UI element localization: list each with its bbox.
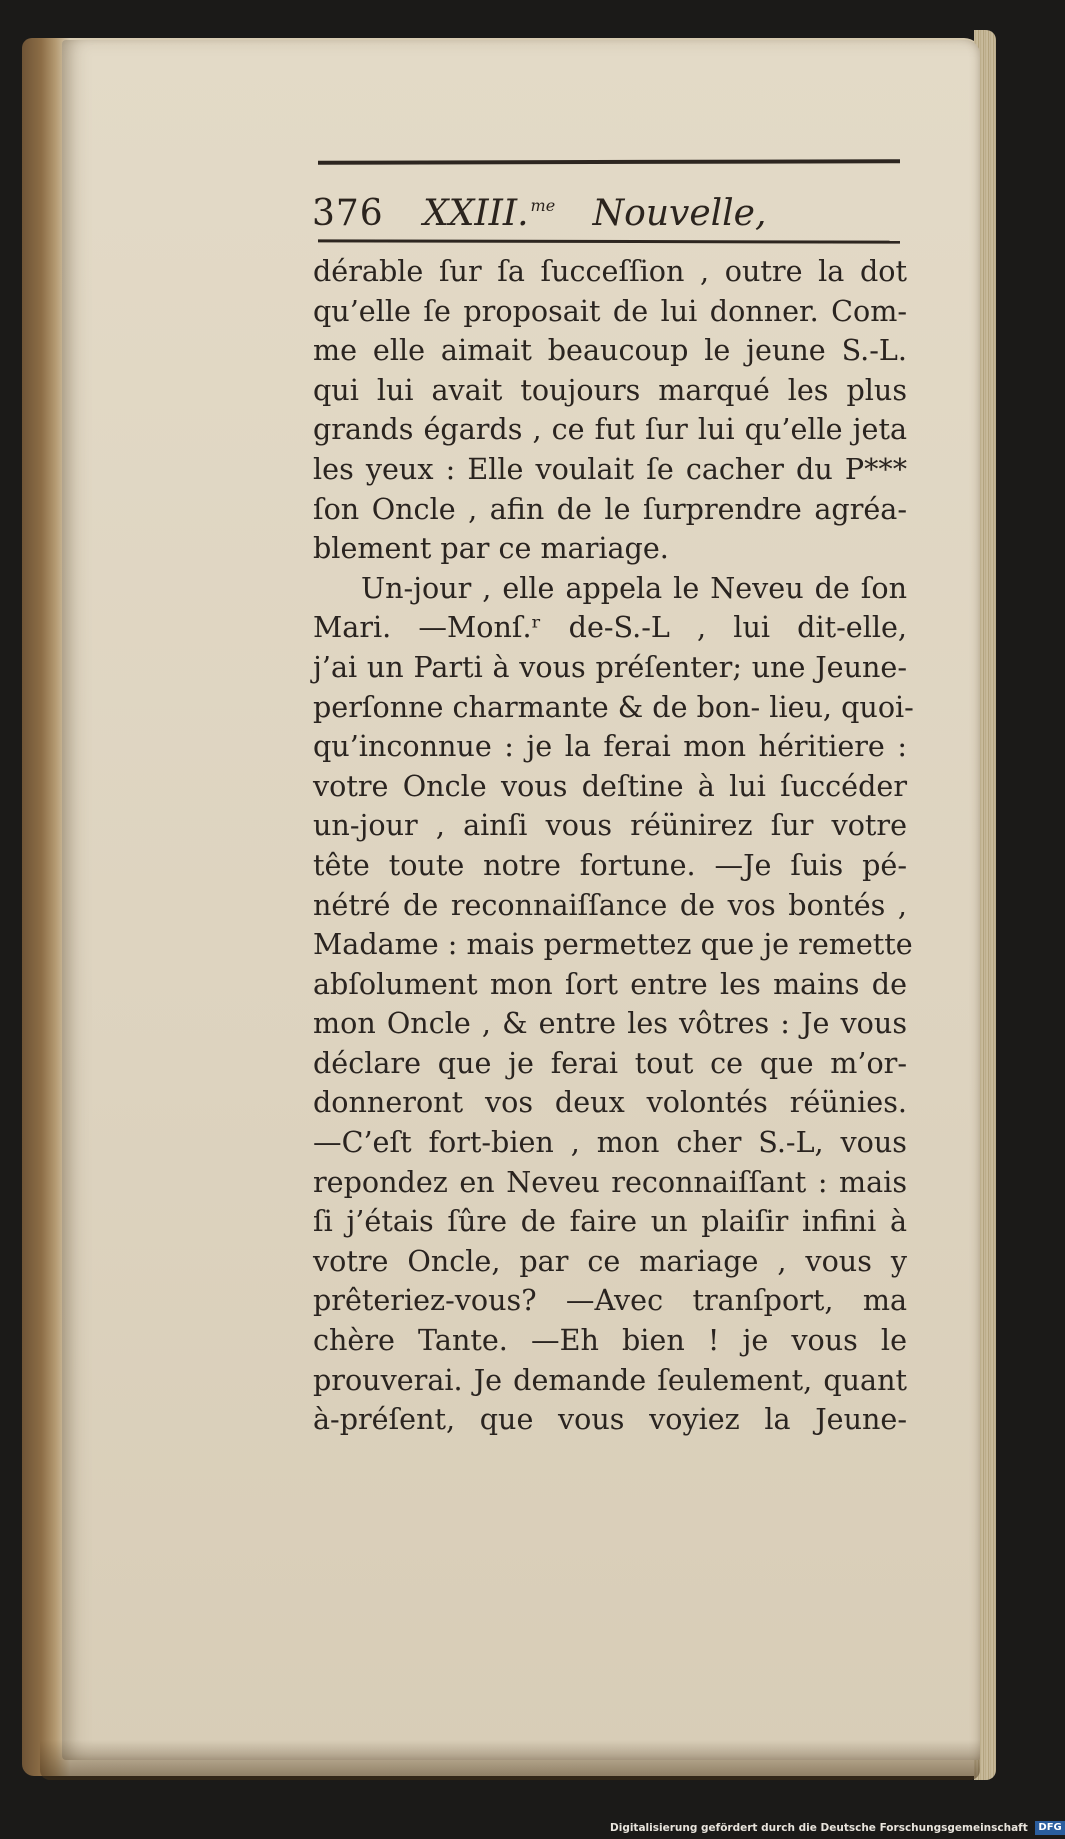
text-line: votre Oncle vous deſtine à lui ſuccéder bbox=[313, 768, 907, 803]
text-line: blement par ce mariage. bbox=[313, 531, 669, 566]
page-bottom-shadow bbox=[40, 1740, 980, 1780]
dfg-logo: DFG bbox=[1035, 1821, 1064, 1835]
text-line: abſolument mon ſort entre les mains de bbox=[313, 966, 907, 1001]
text-line: chère Tante. —Eh bien ! je vous le bbox=[313, 1323, 907, 1358]
text-line: Mari. —Monſ.ʳ de-S.-L , lui dit-elle, bbox=[313, 610, 907, 645]
text-line: grands égards , ce fut ſur lui qu’elle jeta bbox=[313, 412, 907, 447]
text-line: Un-jour , elle appela le Neveu de ſon bbox=[361, 570, 907, 605]
text-line: qu’elle ſe proposait de lui donner. Com- bbox=[313, 293, 907, 328]
body-text bbox=[313, 252, 914, 1440]
digitization-credit bbox=[610, 1818, 1062, 1838]
text-line: donneront vos deux volontés réünies. bbox=[313, 1085, 907, 1120]
text-line: à-préſent, que vous voyiez la Jeune- bbox=[313, 1402, 907, 1437]
text-line: les yeux : Elle voulait ſe cacher du P*** bbox=[313, 451, 907, 486]
text-line: ſi j’étais ſûre de faire un plaiſir infini à bbox=[313, 1204, 907, 1239]
running-title: Nouvelle, bbox=[592, 193, 767, 234]
text-line: ſon Oncle , afin de le ſurprendre agréa- bbox=[313, 491, 907, 526]
text-line: tête toute notre fortune. —Je ſuis pé- bbox=[313, 847, 907, 882]
chapter-ordinal-suffix: me bbox=[530, 196, 556, 215]
chapter-number: XXIII. bbox=[423, 193, 529, 234]
text-line: votre Oncle, par ce mariage , vous y bbox=[313, 1243, 907, 1278]
text-line: Madame : mais permettez que je remette bbox=[313, 927, 913, 962]
text-line: qu’inconnue : je la ferai mon héritiere : bbox=[313, 729, 907, 764]
text-line: déclare que je ferai tout ce que m’or- bbox=[313, 1045, 907, 1080]
text-line: qui lui avait toujours marqué les plus bbox=[313, 372, 907, 407]
chapter-heading bbox=[423, 176, 555, 244]
text-line: nétré de reconnaiſſance de vos bontés , bbox=[313, 887, 907, 922]
text-line: me elle aimait beaucoup le jeune S.-L. bbox=[313, 333, 907, 368]
text-line: dérable ſur ſa ſucceſſion , outre la dot bbox=[313, 254, 907, 288]
text-line: perſonne charmante & de bon- lieu, quoi- bbox=[313, 689, 914, 724]
text-line: prouverai. Je demande ſeulement, quant bbox=[313, 1362, 907, 1397]
text-line: —C’eſt fort-bien , mon cher S.-L, vous bbox=[313, 1125, 907, 1160]
text-line: un-jour , ainſi vous réünirez ſur votre bbox=[313, 808, 907, 843]
text-line: prêteriez-vous? —Avec tranſport, ma bbox=[313, 1283, 907, 1318]
running-header bbox=[312, 176, 912, 236]
text-line: j’ai un Parti à vous préſenter; une Jeune- bbox=[313, 649, 907, 684]
page-number: 376 bbox=[312, 193, 384, 234]
text-line: mon Oncle , & entre les vôtres : Je vous bbox=[313, 1006, 907, 1041]
text-line: repondez en Neveu reconnaiſſant : mais bbox=[313, 1164, 907, 1199]
credit-text: Digitalisierung gefördert durch die Deutsche Forschungsgemeinschaft bbox=[610, 1822, 1028, 1834]
